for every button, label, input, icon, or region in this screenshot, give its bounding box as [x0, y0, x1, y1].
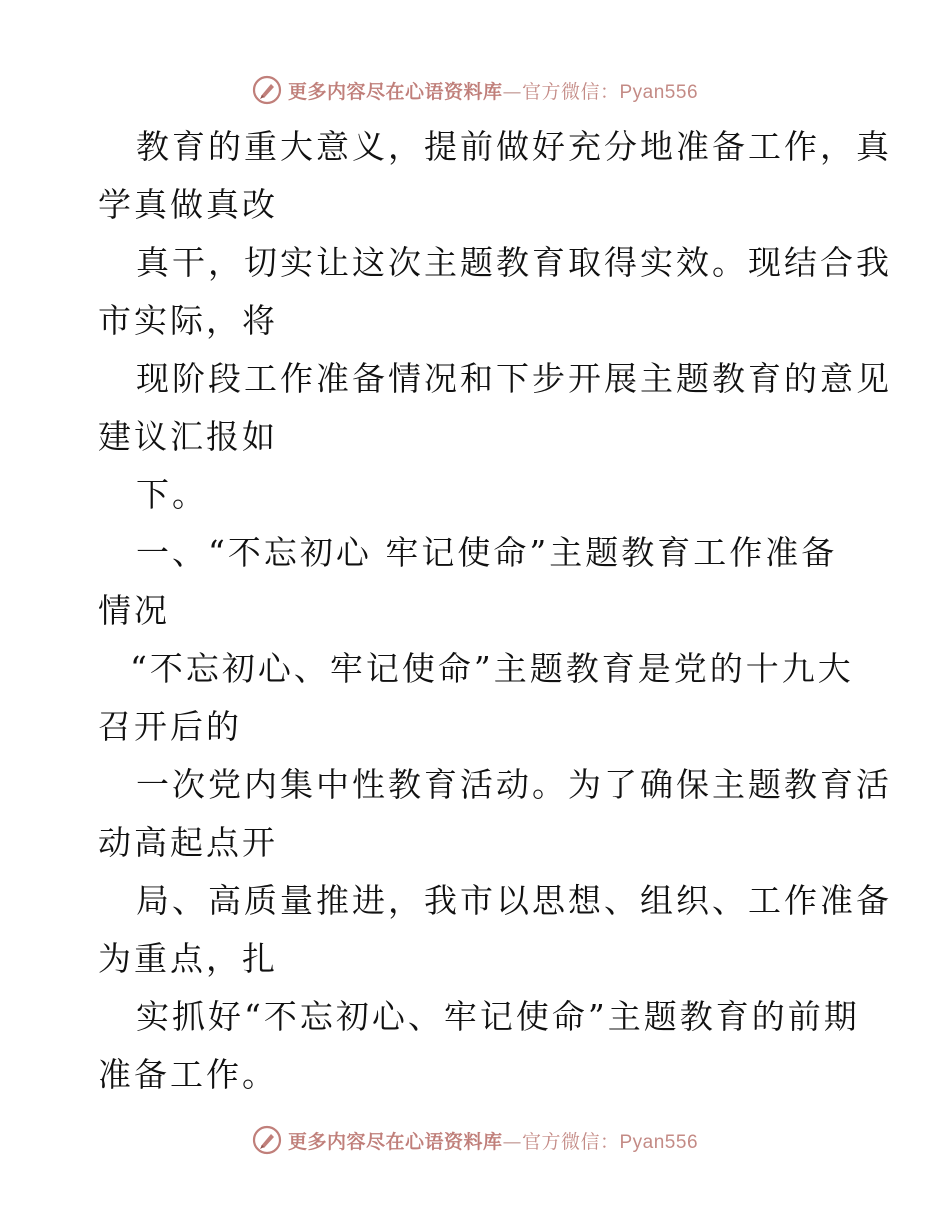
- pen-logo-icon: [252, 75, 282, 105]
- watermark-contact-id: Pyan556: [619, 81, 699, 103]
- document-body: [98, 118, 892, 1104]
- paragraph: [98, 872, 892, 988]
- text-line: 真干，切实让这次主题教育取得实效。现结合我: [136, 243, 892, 282]
- text-line: 一、“不忘初心 牢记使命”主题教育工作准备: [136, 533, 838, 572]
- paragraph: [98, 640, 858, 756]
- text-line: 动高起点开: [98, 823, 278, 862]
- text-line: 局、高质量推进，我市以思想、组织、工作准备: [136, 881, 892, 920]
- watermark-separator: —: [502, 80, 522, 103]
- text-line: 市实际，将: [98, 301, 278, 340]
- header-watermark: [0, 70, 950, 110]
- watermark-contact-id: Pyan556: [619, 1131, 699, 1153]
- text-line: 教育的重大意义，提前做好充分地准备工作，真: [136, 127, 892, 166]
- paragraph: [98, 466, 858, 524]
- watermark-contact-label: 官方微信：: [521, 80, 620, 103]
- footer-watermark: [0, 1120, 950, 1160]
- paragraph: [98, 756, 892, 872]
- watermark-contact-label: 官方微信：: [521, 1130, 620, 1153]
- text-line: 为重点，扎: [98, 939, 278, 978]
- text-line: 建议汇报如: [98, 417, 278, 456]
- section-heading: [98, 524, 858, 640]
- paragraph: [98, 988, 858, 1104]
- text-line: “不忘初心、牢记使命”主题教育是党的十九大: [130, 649, 854, 688]
- watermark-main-text: 更多内容尽在心语资料库: [287, 1130, 503, 1153]
- paragraph: [98, 118, 892, 234]
- text-line: 准备工作。: [98, 1055, 278, 1094]
- watermark-main-text: 更多内容尽在心语资料库: [287, 80, 503, 103]
- watermark-separator: —: [502, 1130, 522, 1153]
- text-line: 现阶段工作准备情况和下步开展主题教育的意见: [136, 359, 892, 398]
- text-line: 一次党内集中性教育活动。为了确保主题教育活: [136, 765, 892, 804]
- text-line: 情况: [98, 591, 170, 630]
- paragraph: [98, 234, 892, 350]
- text-line: 学真做真改: [98, 185, 278, 224]
- text-line: 召开后的: [98, 707, 242, 746]
- text-line: 下。: [136, 475, 208, 514]
- pen-logo-icon: [252, 1125, 282, 1155]
- text-line: 实抓好“不忘初心、牢记使命”主题教育的前期: [136, 997, 860, 1036]
- paragraph: [98, 350, 892, 466]
